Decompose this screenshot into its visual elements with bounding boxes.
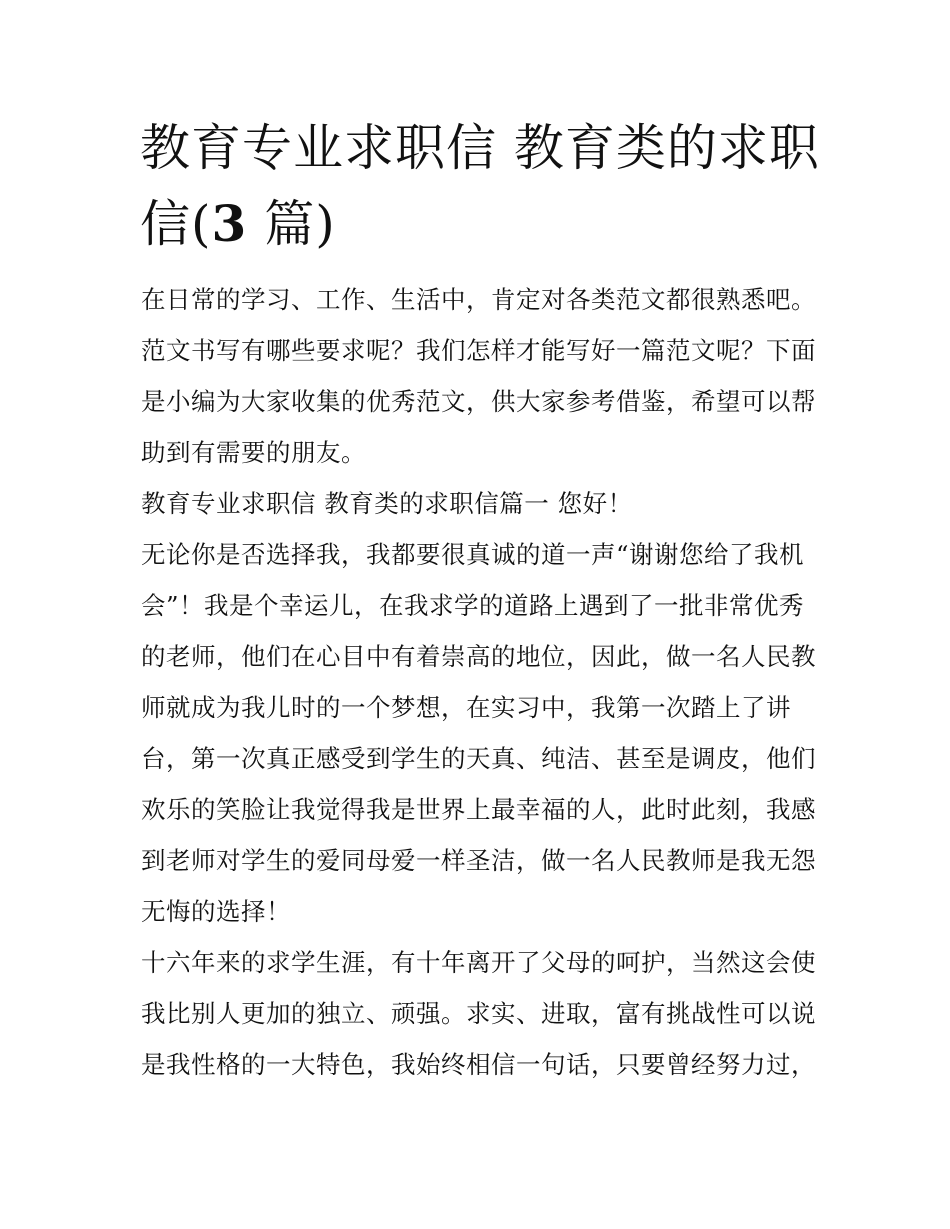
paragraph-line: 到老师对学生的爱同母爱一样圣洁，做一名人民教师是我无怨 [141, 846, 816, 875]
paragraph-line: 的老师，他们在心目中有着崇高的地位，因此，做一名人民教 [141, 642, 816, 671]
paragraph-line: 范文书写有哪些要求呢？我们怎样才能写好一篇范文呢？下面 [141, 336, 816, 365]
paragraph-line: 师就成为我儿时的一个梦想，在实习中，我第一次踏上了讲 [141, 693, 791, 722]
paragraph-line: 是我性格的一大特色，我始终相信一句话，只要曾经努力过， [141, 1050, 816, 1079]
paragraph-line: 我比别人更加的独立、顽强。求实、进取，富有挑战性可以说 [141, 999, 816, 1028]
section-heading-line: 教育专业求职信 教育类的求职信篇一 您好！ [141, 489, 633, 518]
paragraph-line: 台，第一次真正感受到学生的天真、纯洁、甚至是调皮，他们 [141, 744, 816, 773]
paragraph-line: 十六年来的求学生涯，有十年离开了父母的呵护，当然这会使 [141, 948, 816, 977]
document-title [140, 110, 830, 262]
title-line-2-suffix: 篇) [247, 195, 336, 253]
title-line-2-prefix: 信( [140, 195, 212, 253]
paragraph-line: 助到有需要的朋友。 [141, 438, 366, 467]
paragraph-line: 欢乐的笑脸让我觉得我是世界上最幸福的人，此时此刻，我感 [141, 795, 816, 824]
title-line-1: 教育专业求职信 教育类的求职 [140, 119, 820, 177]
title-line-2-number: 3 [211, 194, 248, 253]
paragraph-line: 是小编为大家收集的优秀范文，供大家参考借鉴，希望可以帮 [141, 387, 816, 416]
paragraph-line: 无论你是否选择我，我都要很真诚的道一声“谢谢您给了我机 [141, 540, 805, 569]
paragraph-line: 无悔的选择！ [141, 897, 291, 926]
paragraph-line: 在日常的学习、工作、生活中，肯定对各类范文都很熟悉吧。 [141, 285, 816, 314]
paragraph-line: 会”！我是个幸运儿，在我求学的道路上遇到了一批非常优秀 [141, 591, 805, 620]
